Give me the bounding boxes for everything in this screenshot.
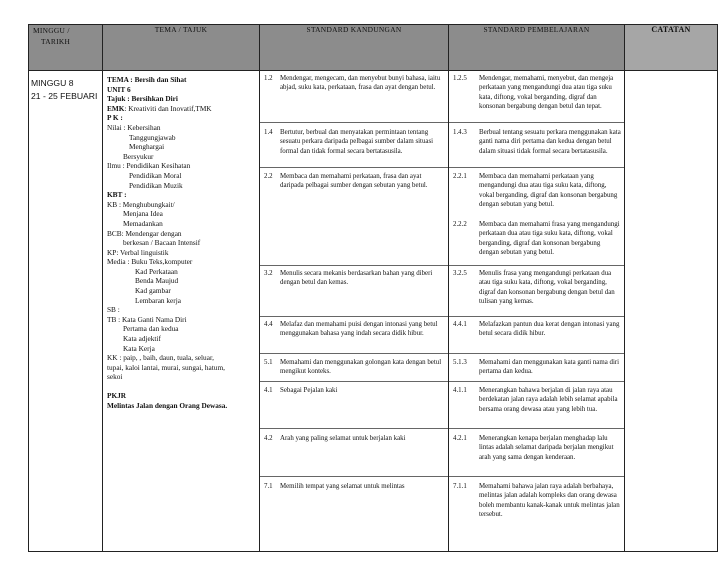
media-item: Lembaran kerja — [135, 295, 181, 305]
row-divider — [260, 167, 448, 168]
emk-label: EMK — [107, 103, 125, 113]
sk-item-number: 1.4 — [264, 129, 273, 136]
sp-item — [453, 320, 621, 339]
sk-item — [264, 434, 445, 443]
nilai-item: Bersyukur — [123, 151, 154, 161]
header-minggu-line1: MINGGU / — [33, 26, 70, 35]
header-tema: TEMA / TAJUK — [103, 25, 260, 71]
sk-item-text: Melafaz dan memahami puisi dengan intonasi yang betul menggunakan bahasa yang indah secara didik hibur. — [280, 321, 438, 338]
sp-item-text: Melafazkan pantun dua kerat dengan intonasi yang betul secara didik hibur. — [479, 321, 620, 338]
sk-item-text: Memahami dan menggunakan golongan kata dengan betul mengikut konteks. — [280, 359, 442, 376]
sk-item-number: 5.1 — [264, 359, 273, 366]
header-standard-pembelajaran: STANDARD PEMBELAJARAN — [449, 25, 625, 71]
sp-list — [449, 71, 624, 547]
kp-line: KP: Verbal linguistik — [107, 247, 169, 257]
header-catatan: CATATAN — [625, 25, 718, 71]
emk-value: : Kreativiti dan Inovatif,TMK — [124, 103, 212, 113]
sk-item-number: 2.2 — [264, 173, 273, 180]
tajuk-label: Tajuk : Bersihkan Diri — [107, 94, 178, 104]
sp-item — [453, 128, 621, 156]
sp-item-text: Menerangkan kenapa berjalan menghadap lalu lintas adalah selamat daripada berjalan mengikut arah yang sama dengan kenderaan. — [479, 435, 614, 461]
sp-item-text: Membaca dan memahami frasa yang mengandungi perkataan dua atau tiga suku kata, diftong, vokal berganding, digraf dan konsonan bergabung dengan sebutan yang betul. — [479, 221, 620, 257]
ilmu-line: Ilmu : Pendidikan Kesihatan — [107, 161, 191, 171]
row-divider — [260, 265, 448, 266]
nilai-item: Tanggungjawab — [129, 132, 176, 142]
row-divider — [449, 476, 624, 477]
kb-item: Menjana Idea — [123, 209, 163, 219]
sp-item — [453, 386, 621, 414]
tb-item: Kata Kerja — [123, 343, 155, 353]
sp-item — [453, 269, 621, 307]
nilai-line: Nilai : Kebersihan — [107, 122, 161, 132]
row-divider — [449, 167, 624, 168]
minggu-cell — [29, 71, 103, 552]
sk-item — [264, 269, 445, 288]
sp-item — [453, 482, 621, 520]
sk-item — [264, 128, 445, 156]
bcb-item: berkesan / Bacaan Intensif — [123, 238, 201, 248]
sk-item-number: 4.4 — [264, 321, 273, 328]
pkjr-title: Melintas Jalan dengan Orang Dewasa. — [107, 400, 228, 410]
header-minggu — [29, 25, 103, 71]
media-item: Kad gambar — [135, 286, 171, 296]
sp-item-number: 4.1.1 — [453, 387, 467, 394]
row-divider — [449, 265, 624, 266]
sk-item-number: 4.2 — [264, 435, 273, 442]
bcb-line: BCB: Mendengar dengan — [107, 228, 182, 238]
sp-item — [453, 74, 621, 112]
row-divider — [260, 381, 448, 382]
sk-list — [260, 71, 448, 547]
sk-item-number: 7.1 — [264, 483, 273, 490]
sp-item — [453, 358, 621, 377]
sp-item — [453, 220, 621, 258]
sp-item-number: 4.2.1 — [453, 435, 467, 442]
row-divider — [449, 428, 624, 429]
pk-label: P K : — [107, 113, 123, 123]
tema-cell — [103, 71, 260, 552]
sk-item — [264, 172, 445, 191]
date-label: 21 - 25 FEBUARI — [31, 91, 98, 101]
unit-label: UNIT 6 — [107, 84, 131, 94]
header-minggu-line2: TARIKH — [41, 37, 71, 46]
row-divider — [260, 316, 448, 317]
ilmu-item: Pendidikan Moral — [129, 170, 182, 180]
sp-item-number: 2.2.2 — [453, 221, 467, 228]
sp-item-text: Memahami bahawa jalan raya adalah berbahaya, melintas jalan adalah kompleks dan orang dewasa boleh membantu kanak-kanak untuk melintas jalan tersebut. — [479, 483, 620, 519]
header-row — [29, 25, 718, 71]
kbt-label: KBT : — [107, 190, 127, 200]
sk-item-text: Arah yang paling selamat untuk berjalan kaki — [280, 435, 406, 442]
sk-item-number: 3.2 — [264, 270, 273, 277]
sk-item — [264, 74, 445, 93]
ilmu-item: Pendidikan Muzik — [129, 180, 183, 190]
sp-item-number: 3.2.5 — [453, 270, 467, 277]
sp-item-number: 1.2.5 — [453, 75, 467, 82]
catatan-content — [625, 71, 717, 547]
row-divider — [260, 476, 448, 477]
kk-line: tupai, kaloi lantai, murai, sungai, hatum, — [107, 362, 225, 372]
sk-item — [264, 386, 445, 395]
media-line: Media : Buku Teks,komputer — [107, 257, 193, 267]
media-item: Benda Maujud — [135, 276, 179, 286]
row-divider — [260, 353, 448, 354]
row-divider — [260, 428, 448, 429]
kb-item: Memadankan — [123, 218, 163, 228]
emk-line — [107, 104, 257, 114]
sk-item — [264, 320, 445, 339]
row-divider — [449, 122, 624, 123]
tb-item: Pertama dan kedua — [123, 324, 179, 334]
sk-item-number: 1.2 — [264, 75, 273, 82]
sp-item-text: Mendengar, memahami, menyebut, dan mengeja perkataan yang mengandungi dua atau tiga suku kata, diftong, vokal berganding, digraf dan konsonan bergabung dengan betul dan tepat. — [479, 75, 614, 111]
kb-line: KB : Menghubungkait/ — [107, 199, 175, 209]
sp-item-number: 7.1.1 — [453, 483, 467, 490]
sb-label: SB : — [107, 305, 120, 315]
sp-item-number: 4.4.1 — [453, 321, 467, 328]
sk-item-text: Membaca dan memahami perkataan, frasa dan ayat daripada pelbagai sumber dengan sebutan yang betul. — [280, 173, 428, 190]
sk-item-text: Sebagai Pejalan kaki — [280, 387, 338, 394]
content-row — [29, 71, 718, 552]
sk-item-text: Menulis secara mekanis berdasarkan bahan yang diberi dengan betul dan kemas. — [280, 270, 433, 287]
sp-item-text: Membaca dan memahami perkataan yang mengandungi dua atau tiga suku kata, diftong, vokal berganding, digraf dan konsonan bergabung dengan sebutan yang betul. — [479, 173, 618, 209]
sk-item-text: Bertutur, berbual dan menyatakan permintaan tentang sesuatu perkara daripada pelbagai sumber dalam situasi formal dan tidak formal secara bertatasusila. — [280, 129, 434, 155]
media-item: Kad Perkataan — [135, 266, 178, 276]
sp-item-text: Menulis frasa yang mengandungi perkataan dua atau tiga suku kata, diftong, vokal berganding, digraf dan konsonan bergabung dengan betul dan tulisan yang kemas. — [479, 270, 615, 306]
lesson-plan-table — [28, 24, 718, 552]
row-divider — [449, 381, 624, 382]
row-divider — [449, 316, 624, 317]
tb-item: Kata adjektif — [123, 334, 161, 344]
sp-item-text: Menerangkan bahawa berjalan di jalan raya atau berdekatan jalan raya adalah lebih selamat apabila bersama orang dewasa atau yang lebih tua. — [479, 387, 618, 413]
sp-item-number: 2.2.1 — [453, 173, 467, 180]
sp-item-text: Memahami dan menggunakan kata ganti nama diri pertama dan kedua. — [479, 359, 620, 376]
row-divider — [449, 353, 624, 354]
sk-item-text: Mendengar, mengecam, dan menyebut bunyi bahasa, iaitu abjad, suku kata, perkataan, frasa dan ayat dengan betul. — [280, 75, 441, 92]
week-label: MINGGU 8 — [31, 78, 74, 88]
standard-kandungan-cell — [260, 71, 449, 552]
tema-title: TEMA : Bersih dan Sihat — [107, 75, 187, 84]
sp-item — [453, 172, 621, 210]
catatan-cell — [625, 71, 718, 552]
sk-item-number: 4.1 — [264, 387, 273, 394]
tb-line: TB : Kata Ganti Nama Diri — [107, 314, 187, 324]
nilai-item: Menghargai — [129, 142, 165, 152]
sk-item-text: Memilih tempat yang selamat untuk melintas — [280, 483, 405, 490]
standard-pembelajaran-cell — [449, 71, 625, 552]
sk-item — [264, 482, 445, 491]
kk-line: sekoi — [107, 372, 123, 382]
row-divider — [260, 122, 448, 123]
sp-item-number: 5.1.3 — [453, 359, 467, 366]
sk-item — [264, 358, 445, 377]
sp-item-text: Berbual tentang sesuatu perkara menggunakan kata ganti nama diri pertama dan kedua dengan betul dalam situasi tidak formal secara bertatasusila. — [479, 129, 621, 155]
header-standard-kandungan: STANDARD KANDUNGAN — [260, 25, 449, 71]
pkjr-label: PKJR — [107, 391, 127, 400]
kk-line: KK : paip, , baih, daun, tuala, seluar, — [107, 353, 214, 363]
sp-item — [453, 434, 621, 462]
sp-item-number: 1.4.3 — [453, 129, 467, 136]
